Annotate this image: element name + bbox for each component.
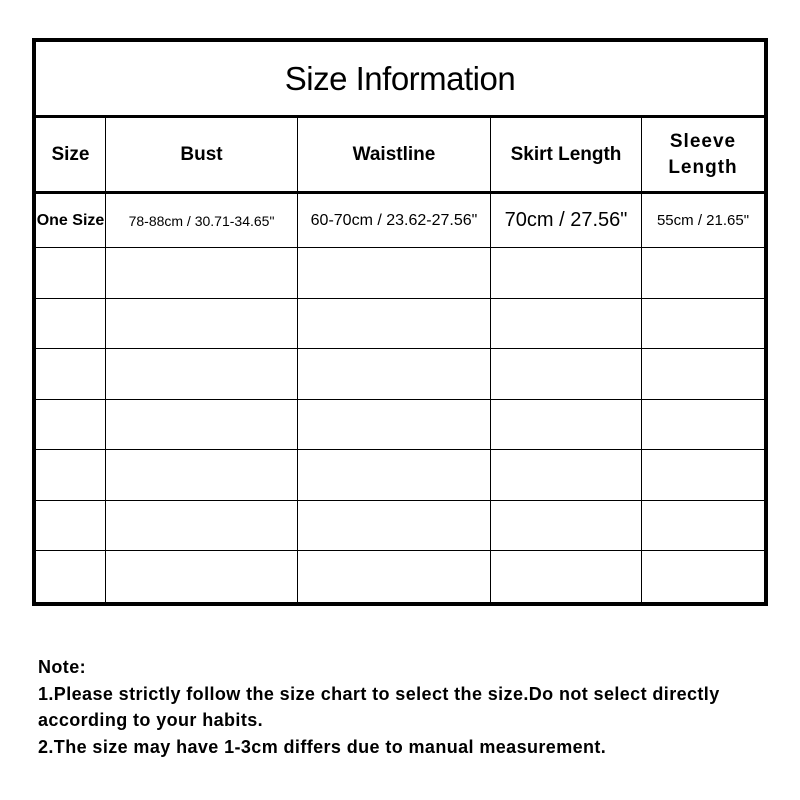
empty-cell	[106, 299, 298, 350]
empty-cell	[298, 349, 491, 400]
column-header-sleeve-length: Sleeve Length	[642, 118, 764, 194]
empty-cell	[106, 248, 298, 299]
empty-cell	[491, 299, 642, 350]
empty-cell	[642, 450, 764, 501]
empty-cell	[106, 551, 298, 602]
empty-cell	[491, 248, 642, 299]
empty-cell	[298, 501, 491, 552]
column-header-skirt-length: Skirt Length	[491, 118, 642, 194]
empty-cell	[298, 299, 491, 350]
empty-cell	[298, 248, 491, 299]
table-cell-skirt-length: 70cm / 27.56"	[491, 194, 642, 248]
empty-cell	[642, 248, 764, 299]
notes-section	[38, 654, 778, 760]
empty-cell	[642, 349, 764, 400]
empty-cell	[36, 349, 106, 400]
empty-cell	[642, 551, 764, 602]
empty-cell	[36, 299, 106, 350]
empty-cell	[36, 501, 106, 552]
size-chart-table	[32, 38, 768, 606]
note-line-2: 2.The size may have 1-3cm differs due to manual measurement.	[38, 736, 607, 757]
table-cell-sleeve-length: 55cm / 21.65"	[642, 194, 764, 248]
column-header-bust: Bust	[106, 118, 298, 194]
empty-cell	[106, 450, 298, 501]
size-grid	[36, 118, 764, 602]
table-cell-waistline: 60-70cm / 23.62-27.56"	[298, 194, 491, 248]
empty-cell	[298, 400, 491, 451]
empty-cell	[106, 349, 298, 400]
empty-cell	[36, 551, 106, 602]
empty-cell	[106, 400, 298, 451]
empty-cell	[491, 400, 642, 451]
empty-cell	[491, 349, 642, 400]
column-header-waistline: Waistline	[298, 118, 491, 194]
empty-cell	[298, 450, 491, 501]
table-title: Size Information	[36, 42, 764, 118]
empty-cell	[491, 450, 642, 501]
empty-cell	[36, 450, 106, 501]
table-cell-bust: 78-88cm / 30.71-34.65"	[106, 194, 298, 248]
empty-cell	[298, 551, 491, 602]
empty-cell	[36, 248, 106, 299]
notes-heading: Note:	[38, 657, 86, 677]
column-header-size: Size	[36, 118, 106, 194]
empty-cell	[36, 400, 106, 451]
empty-cell	[642, 400, 764, 451]
empty-cell	[642, 501, 764, 552]
table-cell-size: One Size	[36, 194, 106, 248]
note-line-1: 1.Please strictly follow the size chart to select the size.Do not select directly according to your habits.	[38, 683, 720, 730]
empty-cell	[491, 551, 642, 602]
empty-cell	[106, 501, 298, 552]
empty-cell	[491, 501, 642, 552]
empty-cell	[642, 299, 764, 350]
